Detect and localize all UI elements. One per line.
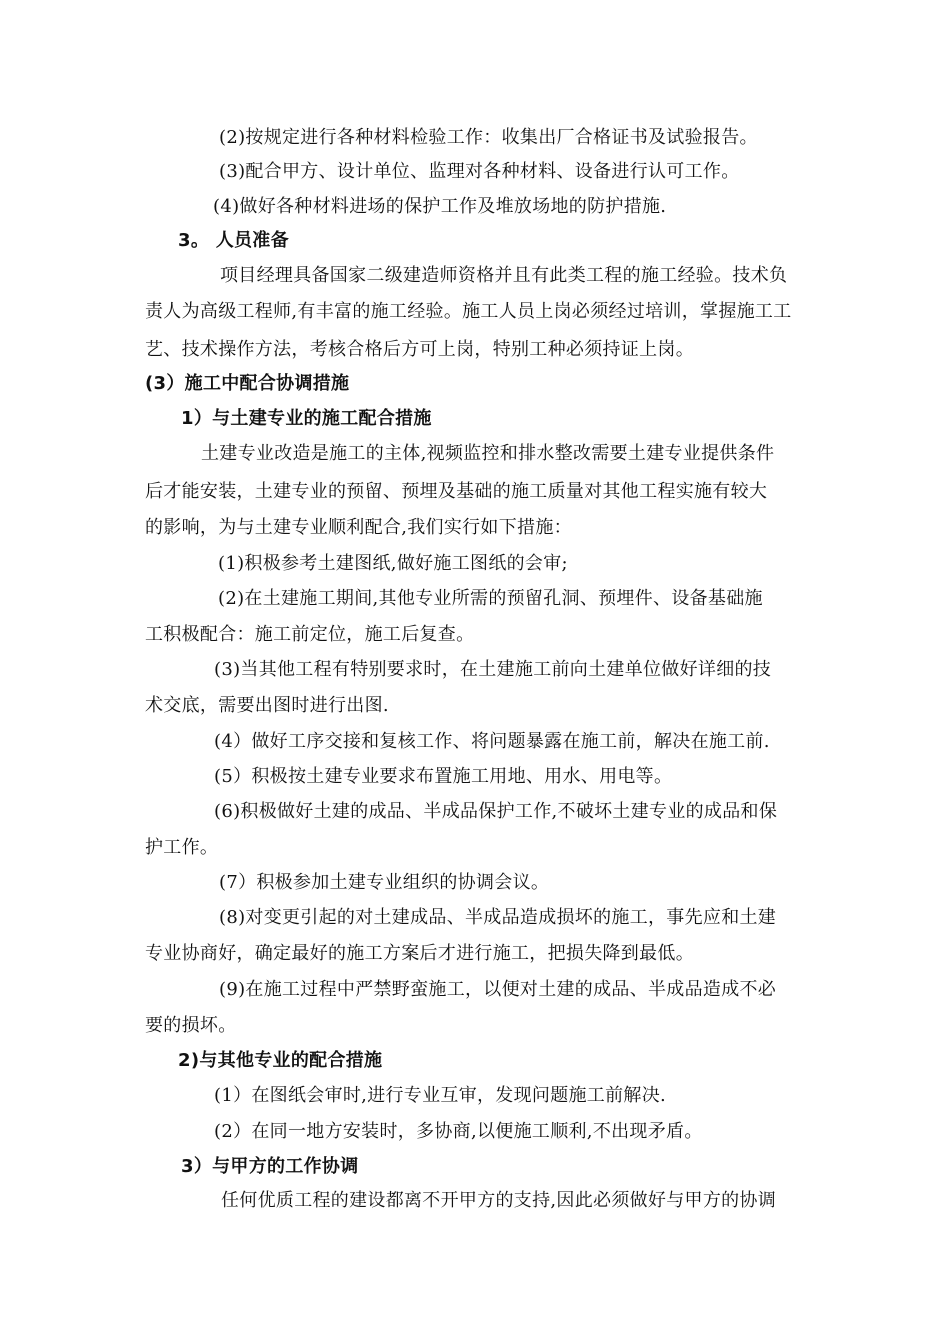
list-item: (2)在土建施工期间,其他专业所需的预留孔洞、预埋件、设备基础施: [218, 588, 763, 609]
list-item: (8)对变更引起的对土建成品、半成品造成损坏的施工，事先应和土建: [219, 907, 777, 928]
paragraph-line: 后才能安装，土建专业的预留、预埋及基础的施工质量对其他工程实施有较大: [145, 481, 768, 502]
paragraph-line: (4)做好各种材料进场的保护工作及堆放场地的防护措施.: [213, 196, 667, 217]
paragraph-line: (3)配合甲方、设计单位、监理对各种材料、设备进行认可工作。: [219, 161, 740, 182]
section-heading: (3）施工中配合协调措施: [145, 373, 350, 394]
list-item: (1）在图纸会审时,进行专业互审，发现问题施工前解决.: [214, 1085, 667, 1106]
paragraph-line: 要的损坏。: [145, 1015, 237, 1036]
paragraph-line: 的影响，为与土建专业顺利配合,我们实行如下措施：: [145, 517, 572, 538]
list-item: (7）积极参加土建专业组织的协调会议。: [219, 872, 550, 893]
paragraph-line: 专业协商好，确定最好的施工方案后才进行施工，把损失降到最低。: [145, 943, 694, 964]
subsection-heading: 1）与土建专业的施工配合措施: [181, 408, 432, 429]
paragraph-line: 术交底，需要出图时进行出图.: [145, 695, 389, 716]
list-item: (2）在同一地方安装时，多协商,以便施工顺利,不出现矛盾。: [214, 1121, 703, 1142]
paragraph-line: 任何优质工程的建设都离不开甲方的支持,因此必须做好与甲方的协调: [221, 1190, 777, 1211]
list-item: (9)在施工过程中严禁野蛮施工，以便对土建的成品、半成品造成不必: [219, 979, 777, 1000]
list-item: (4）做好工序交接和复核工作、将问题暴露在施工前，解决在施工前.: [214, 731, 770, 752]
paragraph-line: 土建专业改造是施工的主体,视频监控和排水整改需要土建专业提供条件: [201, 443, 775, 464]
paragraph-line: (2)按规定进行各种材料检验工作：收集出厂合格证书及试验报告。: [219, 127, 758, 148]
list-item: (5）积极按土建专业要求布置施工用地、用水、用电等。: [214, 766, 673, 787]
paragraph-line: 责人为高级工程师,有丰富的施工经验。施工人员上岗必须经过培训，掌握施工工: [145, 301, 792, 322]
paragraph-line: 项目经理具备国家二级建造师资格并且有此类工程的施工经验。技术负: [220, 265, 788, 286]
list-item: (6)积极做好土建的成品、半成品保护工作,不破坏土建专业的成品和保: [214, 801, 778, 822]
list-item: (3)当其他工程有特别要求时，在土建施工前向土建单位做好详细的技: [214, 659, 772, 680]
paragraph-line: 工积极配合：施工前定位，施工后复查。: [145, 624, 475, 645]
paragraph-line: 护工作。: [145, 837, 219, 858]
section-heading: 3。 人员准备: [178, 230, 289, 251]
list-item: (1)积极参考土建图纸,做好施工图纸的会审;: [218, 553, 568, 574]
subsection-heading: 3）与甲方的工作协调: [181, 1156, 359, 1177]
subsection-heading: 2)与其他专业的配合措施: [178, 1050, 383, 1071]
paragraph-line: 艺、技术操作方法，考核合格后方可上岗，特别工种必须持证上岗。: [145, 339, 694, 360]
